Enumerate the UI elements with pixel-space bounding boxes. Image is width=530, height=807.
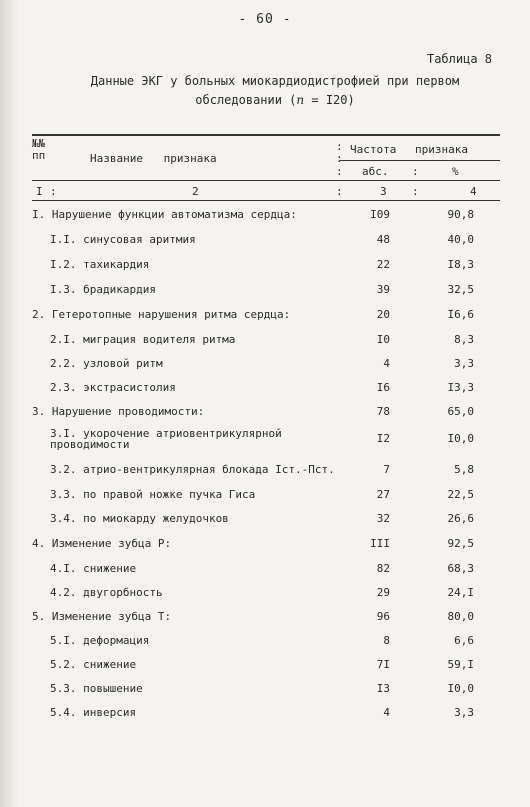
table-section-row — [0, 405, 530, 425]
header-separator: : — [336, 140, 343, 153]
row-label: 2.2. узловой ритм — [50, 357, 163, 370]
row-abs-value: I0 — [376, 333, 390, 346]
table-row — [0, 233, 530, 253]
row-percent-value: 5,8 — [454, 463, 474, 476]
header-name-col: Название признака — [90, 152, 217, 165]
table-row — [0, 463, 530, 483]
n-symbol: n — [296, 93, 305, 107]
row-abs-value: 27 — [376, 488, 390, 501]
title-line-1: Данные ЭКГ у больных миокардиодистрофией при первом — [90, 74, 460, 88]
title-line-2-suffix: = I20) — [304, 93, 355, 107]
row-percent-value: I6,6 — [447, 308, 474, 321]
row-abs-value: 8 — [383, 634, 390, 647]
col-number-1: I — [36, 185, 43, 198]
row-percent-value: I0,0 — [447, 682, 474, 695]
title-line-2-prefix: обследовании ( — [195, 93, 297, 107]
row-percent-value: 32,5 — [447, 283, 474, 296]
row-percent-value: 90,8 — [447, 208, 474, 221]
table-section-row — [0, 208, 530, 228]
row-percent-value: 3,3 — [454, 357, 474, 370]
table-row — [0, 488, 530, 508]
col-number-separator: : — [50, 185, 57, 198]
row-label: 2. Гетеротопные нарушения ритма сердца: — [32, 308, 291, 321]
table-row — [0, 258, 530, 278]
row-percent-value: 24,I — [447, 586, 474, 599]
table-top-rule — [32, 134, 500, 136]
row-percent-value: 68,3 — [447, 562, 474, 575]
table-row — [0, 283, 530, 303]
row-abs-value: 22 — [376, 258, 390, 271]
title-line-2 — [40, 91, 510, 110]
table-title — [40, 72, 510, 110]
row-label: 5.3. повышение — [50, 682, 143, 695]
header-separator: : — [336, 152, 343, 165]
table-section-row — [0, 537, 530, 557]
row-percent-value: 80,0 — [447, 610, 474, 623]
table-section-row — [0, 610, 530, 630]
col-number-separator: : — [336, 185, 343, 198]
row-label: I.2. тахикардия — [50, 258, 150, 271]
row-abs-value: 48 — [376, 233, 390, 246]
row-percent-value: 6,6 — [454, 634, 474, 647]
row-label: 2.I. миграция водителя ритма — [50, 333, 236, 346]
row-percent-value: I3,3 — [447, 381, 474, 394]
row-percent-value: 8,3 — [454, 333, 474, 346]
header-freq-col: Частота признака — [350, 143, 468, 156]
row-abs-value: I2 — [376, 432, 390, 445]
row-percent-value: I0,0 — [447, 432, 474, 445]
row-abs-value: I6 — [376, 381, 390, 394]
row-label: 4.I. снижение — [50, 562, 137, 575]
row-label: 2.3. экстрасистолия — [50, 381, 176, 394]
row-label: 3.4. по миокарду желудочков — [50, 512, 229, 525]
row-percent-value: 65,0 — [447, 405, 474, 418]
header-separator: : — [336, 165, 343, 178]
row-percent-value: 92,5 — [447, 537, 474, 550]
row-label: 5.4. инверсия — [50, 706, 137, 719]
row-percent-value: 59,I — [447, 658, 474, 671]
header-bottom-rule — [32, 180, 500, 181]
col-number-2: 2 — [192, 185, 199, 198]
row-abs-value: 29 — [376, 586, 390, 599]
row-abs-value: 82 — [376, 562, 390, 575]
col-number-3: 3 — [380, 185, 387, 198]
row-percent-value: 3,3 — [454, 706, 474, 719]
table-section-row — [0, 308, 530, 328]
row-abs-value: 96 — [376, 610, 390, 623]
table-row — [0, 586, 530, 606]
row-label: 3. Нарушение проводимости: — [32, 405, 205, 418]
row-abs-value: I3 — [376, 682, 390, 695]
table-row — [0, 682, 530, 702]
row-abs-value: 7I — [376, 658, 390, 671]
row-abs-value: 4 — [383, 357, 390, 370]
row-percent-value: 26,6 — [447, 512, 474, 525]
row-label: 5.2. снижение — [50, 658, 137, 671]
row-label: 3.2. атрио-вентрикулярная блокада Iст.-Пст. — [50, 463, 335, 476]
row-abs-value: 39 — [376, 283, 390, 296]
table-row — [0, 381, 530, 401]
row-abs-value: I09 — [370, 208, 390, 221]
row-label: 5.I. деформация — [50, 634, 150, 647]
row-label: I.3. брадикардия — [50, 283, 156, 296]
col-number-4: 4 — [470, 185, 477, 198]
header-abs-col: абс. — [362, 165, 389, 178]
row-abs-value: 7 — [383, 463, 390, 476]
row-label: I. Нарушение функции автоматизма сердца: — [32, 208, 297, 221]
table-row — [0, 357, 530, 377]
col-number-rule — [32, 200, 500, 201]
row-label: 3.3. по правой ножке пучка Гиса — [50, 488, 256, 501]
table-row — [0, 333, 530, 353]
row-percent-value: 22,5 — [447, 488, 474, 501]
table-row — [0, 427, 530, 452]
table-row — [0, 658, 530, 678]
row-percent-value: 40,0 — [447, 233, 474, 246]
row-abs-value: III — [370, 537, 390, 550]
row-abs-value: 32 — [376, 512, 390, 525]
row-label: 5. Изменение зубца T: — [32, 610, 172, 623]
col-number-separator: : — [412, 185, 419, 198]
table-row — [0, 512, 530, 532]
row-abs-value: 78 — [376, 405, 390, 418]
row-label: 3.I. укорочение атриовентрикулярной проводимости — [50, 427, 282, 451]
header-pct-col: % — [452, 165, 459, 178]
freq-sub-rule — [340, 160, 500, 161]
table-row — [0, 562, 530, 582]
row-abs-value: 20 — [376, 308, 390, 321]
row-abs-value: 4 — [383, 706, 390, 719]
row-label: 4. Изменение зубца P: — [32, 537, 172, 550]
table-label: Таблица 8 — [426, 52, 492, 66]
header-separator: : — [412, 165, 419, 178]
header-num-col: №№ пп — [32, 137, 46, 162]
table-row — [0, 706, 530, 726]
page-number: - 60 - — [238, 12, 292, 27]
row-label: 4.2. двугорбность — [50, 586, 163, 599]
table-row — [0, 634, 530, 654]
row-label: I.I. синусовая аритмия — [50, 233, 196, 246]
row-percent-value: I8,3 — [447, 258, 474, 271]
